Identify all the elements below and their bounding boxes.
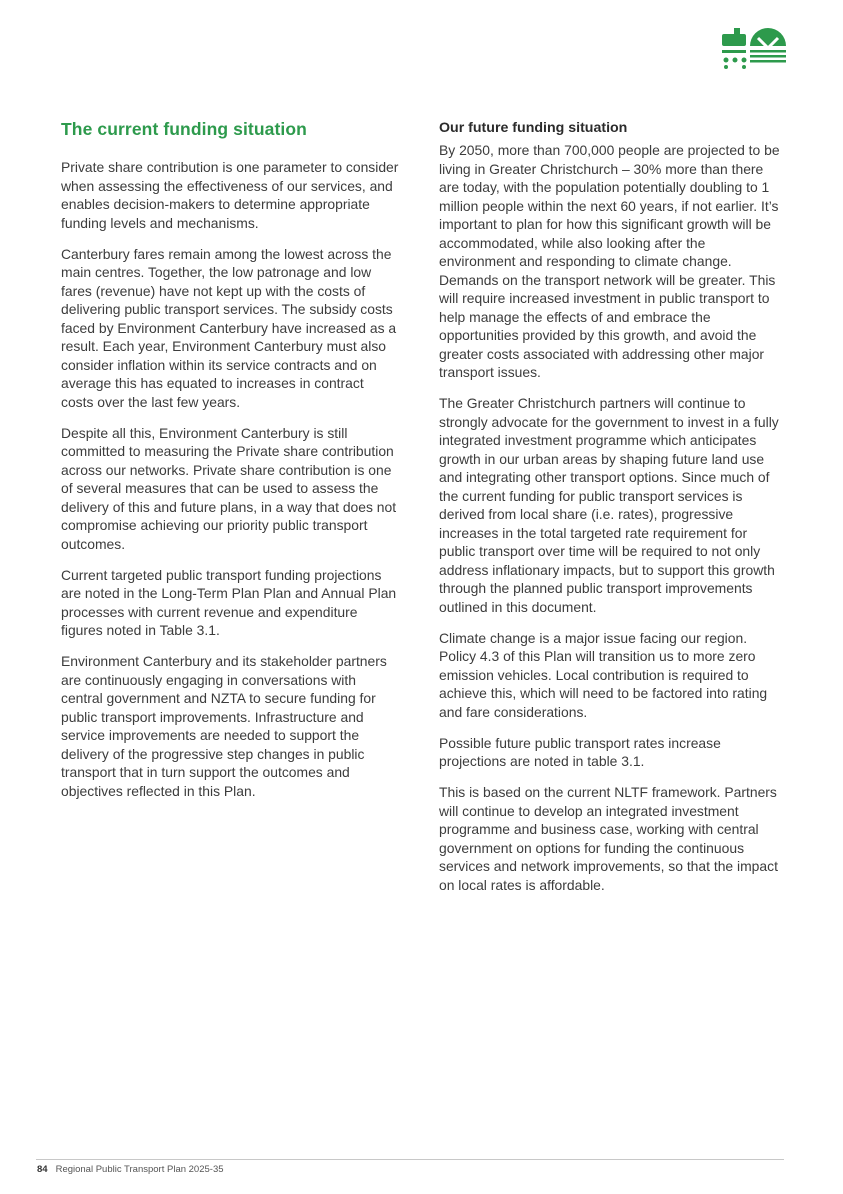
left-paragraph-1: Private share contribution is one parameter to consider when assessing the effectiveness of our services, and enables decision-makers to determine appropriate funding levels and mechanisms.	[61, 159, 399, 231]
right-paragraph-2: The Greater Christchurch partners will continue to strongly advocate for the government to invest in a fully integrated investment programme which anticipates growth in our urban areas by shaping future land use and integrating other transport options. Since much of the current funding for public transport services is derived from local share (i.e. rates), progressive increases in the total targeted rate requirement for public transport over time will be required to not only address inflationary impacts, but to support this growth through the planned public transport improvements outlined in this document.	[439, 395, 779, 615]
left-column	[61, 118, 401, 813]
left-paragraph-3: Despite all this, Environment Canterbury is still committed to measuring the Private share contribution across our networks. Private share contribution is one of several measures that can be used to assess the delivery of this and future plans, in a way that does not compromise achieving our priority public transport outcomes.	[61, 424, 397, 552]
logo-icon	[720, 26, 790, 70]
regional-transport-logo	[720, 26, 790, 70]
right-paragraph-3: Climate change is a major issue facing our region. Policy 4.3 of this Plan will transition us to more zero emission vehicles. Local contribution is required to achieve this, which will need to be factored into rating and fare considerations.	[439, 629, 768, 720]
page-footer	[37, 1164, 224, 1175]
right-paragraph-5: This is based on the current NLTF framework. Partners will continue to develop an integrated investment programme and business case, working with central government on options for funding the continuous services and network improvements, so that the impact on local rates is affordable.	[439, 784, 778, 893]
left-paragraph-5: Environment Canterbury and its stakeholder partners are continuously engaging in conversations with central government and NZTA to secure funding for public transport improvements. Infrastructure and service improvements are needed to support the delivery of the progressive step changes in public transport that in turn support the outcomes and objectives reflected in this Plan.	[61, 653, 387, 799]
document-title: Regional Public Transport Plan 2025-35	[55, 1164, 224, 1175]
current-funding-heading: The current funding situation	[61, 119, 307, 139]
left-paragraph-2: Canterbury fares remain among the lowest across the main centres. Together, the low patronage and low fares (revenue) have not kept up with the costs of delivering public transport services. The subsidy costs faced by Environment Canterbury have increased as a result. Each year, Environment Canterbury must also consider inflation within its service contracts and on average this has equated to increases in contract costs over the last few years.	[61, 245, 397, 410]
left-paragraph-4: Current targeted public transport funding projections are noted in the Long-Term Plan Plan and Annual Plan processes with current revenue and expenditure figures noted in Table 3.1.	[61, 566, 397, 639]
right-paragraph-4: Possible future public transport rates increase projections are noted in table 3.1.	[439, 734, 721, 770]
right-paragraph-1: By 2050, more than 700,000 people are projected to be living in Greater Christchurch – 30% more than there are today, with the population potentially doubling to 1 million people within the next 60 years, if not earlier. It’s important to plan for how this significant growth will be accommodated, while also looking after the environment and responding to climate change. Demands on the transport network will be greater. This will require increased investment in public transport to help manage the effects of and embrace the opportunities provided by this growth, and avoid the greater costs associated with addressing other major transport issues.	[439, 142, 780, 380]
future-funding-heading: Our future funding situation	[439, 120, 628, 136]
footer-divider	[36, 1159, 784, 1160]
page-number: 84	[37, 1164, 48, 1175]
right-column	[439, 118, 779, 907]
